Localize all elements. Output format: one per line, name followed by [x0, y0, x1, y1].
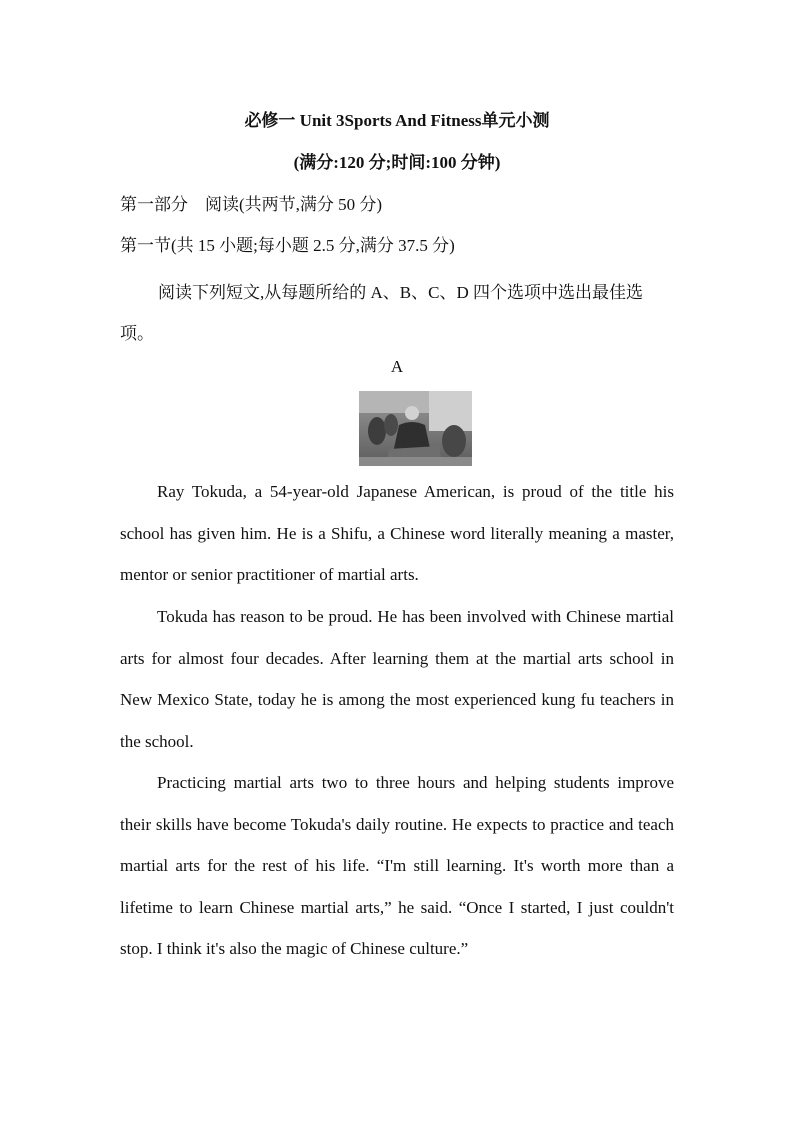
instructions-text: 阅读下列短文,从每题所给的 A、B、C、D 四个选项中选出最佳选项。 [120, 283, 643, 343]
passage-paragraph-1: Ray Tokuda, a 54-year-old Japanese American, is proud of the title his school has given him. He is a Shifu, a Chinese word literally meaning a master, mentor or senior practitioner of martial arts. [120, 482, 674, 585]
page-title: 必修一 Unit 3Sports And Fitness单元小测 [244, 111, 550, 130]
passage-label: A [390, 357, 404, 376]
passage-paragraph-2: Tokuda has reason to be proud. He has been involved with Chinese martial arts for almost four decades. After learning them at the martial arts school in New Mexico State, today he is among the most experienced kung fu teachers in the school. [120, 607, 674, 751]
martial-arts-photo [359, 391, 472, 466]
section-one-heading: 第一节(共 15 小题;每小题 2.5 分,满分 37.5 分) [120, 236, 455, 255]
part-one-heading: 第一部分 阅读(共两节,满分 50 分) [120, 195, 383, 214]
passage-paragraph-3: Practicing martial arts two to three hours and helping students improve their skills have become Tokuda's daily routine. He expects to practice and teach martial arts for the rest of his life. “I'm still learning. It's worth more than a lifetime to learn Chinese martial arts,” he said. “Once I started, I just couldn't stop. I think it's also the magic of Chinese culture.” [120, 773, 674, 959]
page-subtitle: (满分:120 分;时间:100 分钟) [293, 153, 501, 172]
